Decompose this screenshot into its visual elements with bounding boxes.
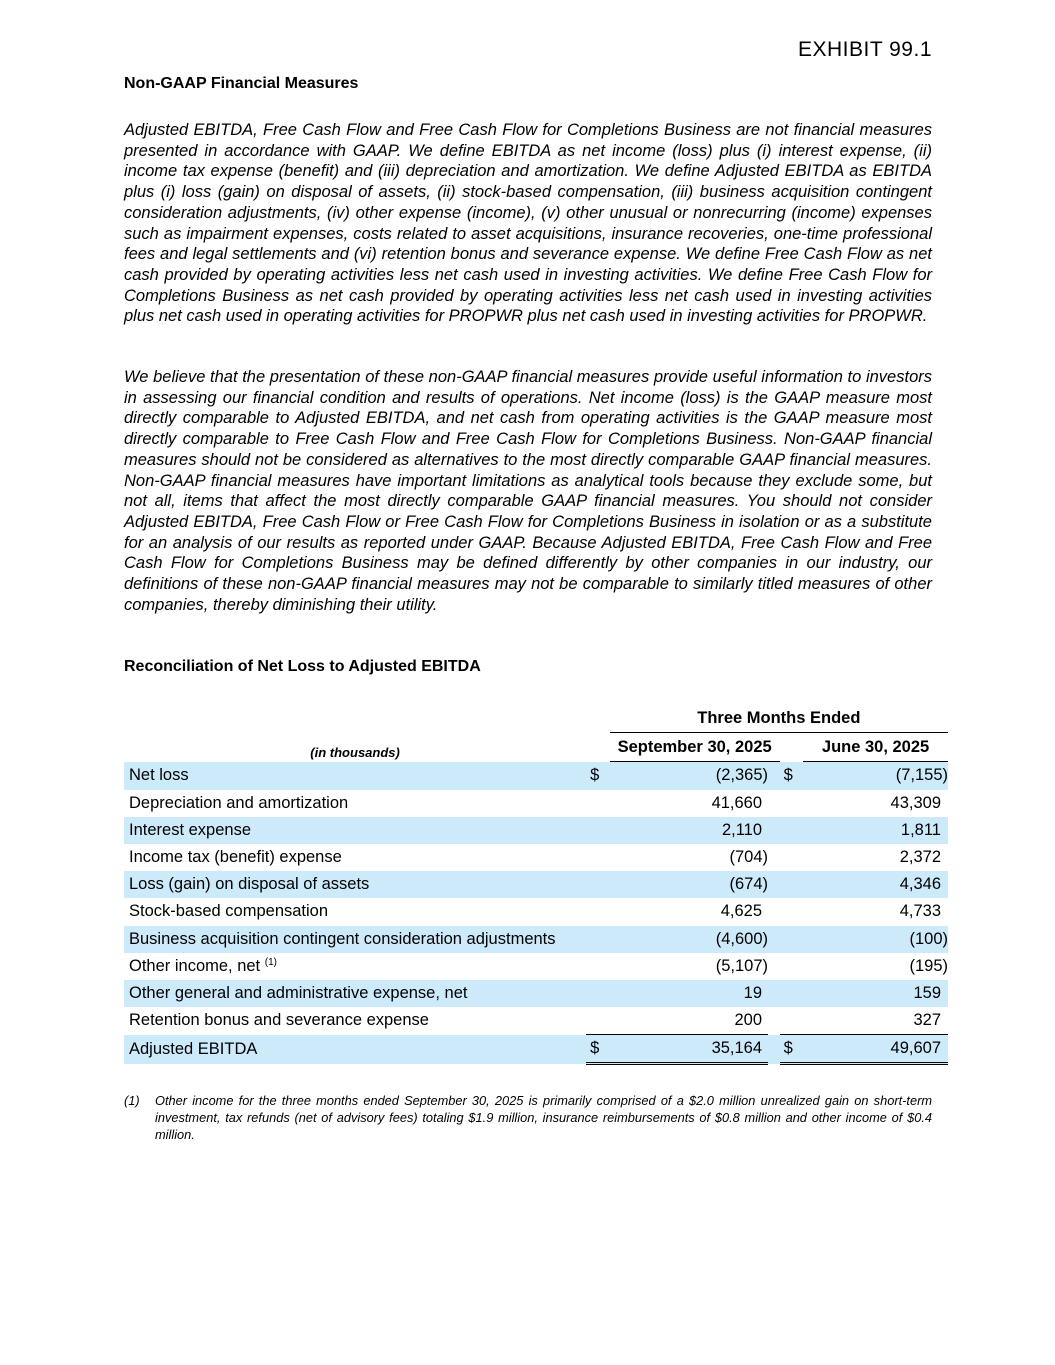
row-label-text: Income tax (benefit) expense (129, 848, 342, 867)
table-header-row (124, 705, 948, 733)
value-jun-2025: 43,309 (890, 793, 941, 812)
value-sep-2025: 2,110 (610, 817, 768, 844)
row-label (124, 844, 586, 871)
row-label (124, 1035, 586, 1064)
row-label-text: Net loss (129, 766, 189, 785)
row-label-text: Depreciation and amortization (129, 793, 349, 812)
value-jun-2025: 1,811 (803, 817, 948, 844)
value-jun-2025: 2,372 (899, 848, 941, 867)
row-label (124, 953, 586, 980)
table-row (124, 898, 948, 925)
value-jun-2025: (7,155) (803, 762, 948, 790)
value-jun-2025: 159 (803, 980, 948, 1007)
value-sep-2025: (5,107) (715, 956, 769, 975)
value-sep-2025: 19 (610, 980, 768, 1007)
table-row (124, 926, 948, 953)
value-jun-2025: 4,733 (899, 902, 941, 921)
row-label (124, 1007, 586, 1035)
row-label (124, 980, 586, 1007)
row-label-text: Other general and administrative expense, net (129, 983, 468, 1002)
table-row (124, 1007, 948, 1035)
value-sep-2025: 41,660 (711, 793, 763, 812)
exhibit-label: EXHIBIT 99.1 (797, 38, 932, 61)
paragraph-usefulness: We believe that the presentation of these non-GAAP financial measures provide useful information to investors in assessing our financial condition and results of operations. Net income (loss) is the GAAP measure most directly comparable to Adjusted EBITDA, and net cash from operating activities is the GAAP measure most directly comparable to Free Cash Flow and Free Cash Flow for Completions Business. Non-GAAP financial measures should not be considered as alternatives to the most directly comparable GAAP financial measures. Non-GAAP financial measures have important limitations as analytical tools because they exclude some, but not all, items that affect the most directly comparable GAAP financial measures. You should not consider Adjusted EBITDA, Free Cash Flow or Free Cash Flow for Completions Business in isolation or as a substitute for an analysis of our results as reported under GAAP. Because Adjusted EBITDA, Free Cash Flow and Free Cash Flow for Completions Business may be defined differently by other companies in our industry, our definitions of these non-GAAP financial measures may not be comparable to similarly titled measures of other companies, thereby diminishing their utility. (124, 368, 932, 614)
table-row (124, 953, 948, 980)
units-label: (in thousands) (310, 744, 400, 760)
currency-symbol (780, 980, 804, 1007)
currency-symbol (586, 953, 610, 980)
section-heading-non-gaap: Non-GAAP Financial Measures (124, 75, 359, 92)
currency-symbol (586, 844, 610, 871)
currency-symbol: $ (586, 1035, 610, 1064)
currency-symbol: $ (586, 762, 610, 790)
footnote (124, 1092, 932, 1143)
currency-symbol (586, 1007, 610, 1035)
currency-symbol (586, 980, 610, 1007)
currency-symbol (780, 817, 804, 844)
value-sep-2025: (704) (729, 848, 769, 867)
row-label-text: Stock-based compensation (129, 902, 329, 921)
table-row (124, 871, 948, 898)
value-sep-2025: 200 (734, 1011, 763, 1030)
section-heading-reconciliation: Reconciliation of Net Loss to Adjusted EBITDA (124, 658, 481, 675)
currency-symbol (586, 871, 610, 898)
value-sep-2025: (674) (610, 871, 768, 898)
footnote-marker: (1) (124, 1093, 140, 1108)
row-label (124, 898, 586, 925)
reconciliation-table (124, 705, 948, 1065)
value-sep-2025: (2,365) (610, 762, 768, 790)
value-jun-2025: 4,346 (803, 871, 948, 898)
row-label (124, 762, 586, 790)
currency-symbol (586, 898, 610, 925)
table-row (124, 790, 948, 817)
currency-symbol: $ (780, 762, 804, 790)
row-label-text: Retention bonus and severance expense (129, 1011, 429, 1030)
currency-symbol (586, 790, 610, 817)
value-jun-2025: 49,607 (803, 1035, 948, 1064)
value-sep-2025: 35,164 (610, 1035, 768, 1064)
table-row (124, 817, 948, 844)
period-header: Three Months Ended (610, 705, 948, 733)
row-label-text: Adjusted EBITDA (129, 1039, 258, 1058)
paragraph-definitions: Adjusted EBITDA, Free Cash Flow and Free Cash Flow for Completions Business are not financial measures presented in accordance with GAAP. We define EBITDA as net income (loss) plus (i) interest expense, (ii) income tax expense (benefit) and (iii) depreciation and amortization. We define Adjusted EBITDA as EBITDA plus (i) loss (gain) on disposal of assets, (ii) stock-based compensation, (iii) business acquisition contingent consideration adjustments, (iv) other expense (income), (v) other unusual or nonrecurring (income) expenses such as impairment expenses, costs related to asset acquisitions, insurance recoveries, one-time professional fees and legal settlements and (vi) retention bonus and severance expense. We define Free Cash Flow as net cash provided by operating activities less net cash used in investing activities. We define Free Cash Flow for Completions Business as net cash provided by operating activities less net cash used in investing activities plus net cash used in operating activities for PROPWR plus net cash used in investing activities for PROPWR. (124, 121, 932, 326)
row-label (124, 790, 586, 817)
currency-symbol (780, 871, 804, 898)
table-total-row (124, 1035, 948, 1064)
currency-symbol (586, 817, 610, 844)
currency-symbol (780, 790, 804, 817)
table-subheader-row (124, 733, 948, 762)
row-label (124, 926, 586, 953)
currency-symbol (780, 953, 804, 980)
row-label (124, 817, 586, 844)
row-label-text: Other income, net (129, 956, 261, 975)
column-header-sep-2025: September 30, 2025 (610, 733, 780, 762)
row-label-text: Loss (gain) on disposal of assets (129, 875, 370, 894)
row-label-text: Interest expense (129, 820, 251, 839)
currency-symbol: $ (780, 1035, 804, 1064)
value-sep-2025: (4,600) (610, 926, 768, 953)
currency-symbol (780, 1007, 804, 1035)
column-header-jun-2025: June 30, 2025 (803, 733, 948, 762)
table-row (124, 762, 948, 790)
currency-symbol (780, 898, 804, 925)
footnote-ref: (1) (264, 956, 277, 968)
value-jun-2025: 327 (913, 1011, 941, 1030)
currency-symbol (586, 926, 610, 953)
table-row (124, 844, 948, 871)
currency-symbol (780, 926, 804, 953)
value-jun-2025: (100) (803, 926, 948, 953)
value-sep-2025: 4,625 (720, 902, 763, 921)
currency-symbol (780, 844, 804, 871)
row-label-text: Business acquisition contingent consideration adjustments (129, 929, 556, 948)
footnote-text: Other income for the three months ended September 30, 2025 is primarily comprised of a $2.0 million unrealized gain on short-term investment, tax refunds (net of advisory fees) totaling $1.9 million, insurance reimbursements of $0.8 million and other income of $0.4 million. (155, 1093, 932, 1142)
row-label (124, 871, 586, 898)
table-row (124, 980, 948, 1007)
value-jun-2025: (195) (909, 956, 948, 975)
